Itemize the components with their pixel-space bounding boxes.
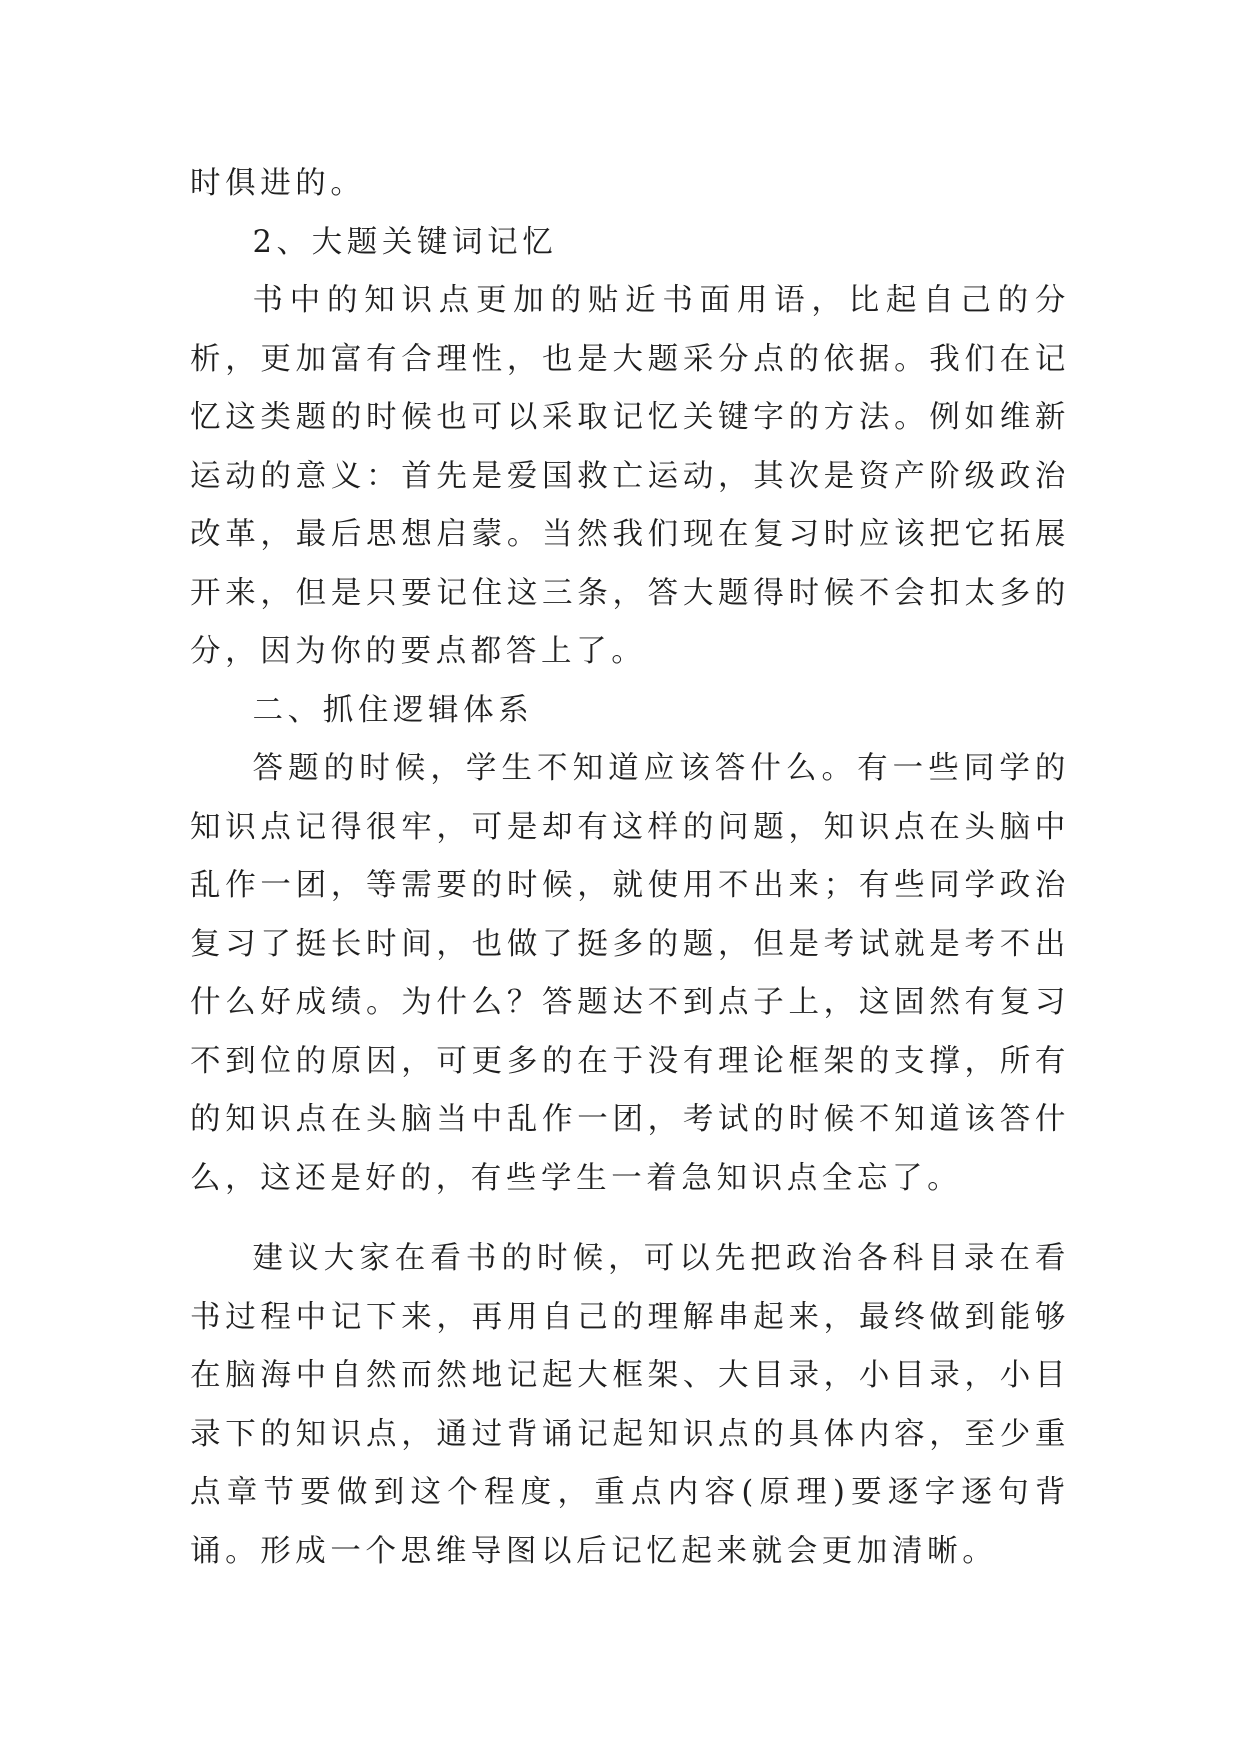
section-heading-logic: 二、抓住逻辑体系: [252, 692, 534, 728]
document-body: [190, 155, 1070, 1581]
paragraph-gap: [190, 1208, 1070, 1230]
paragraph-advice: 建议大家在看书的时候，可以先把政治各科目录在看书过程中记下来，再用自己的理解串起来，最终做到能够在脑海中自然而然地记起大框架、大目录，小目录，小目录下的知识点，通过背诵记起知识点的具体内容，至少重点章节要做到这个程度，重点内容(原理)要逐字逐句背诵。形成一个思维导图以后记忆起来就会更加清晰。: [190, 1241, 1070, 1569]
section-heading-keywords: 2、大题关键词记忆: [252, 224, 558, 260]
paragraph-logic: 答题的时候，学生不知道应该答什么。有一些同学的知识点记得很牢，可是却有这样的问题，知识点在头脑中乱作一团，等需要的时候，就使用不出来；有些同学政治复习了挺长时间，也做了挺多的题，但是考试就是考不出什么好成绩。为什么？答题达不到点子上，这固然有复习不到位的原因，可更多的在于没有理论框架的支撑，所有的知识点在头脑当中乱作一团，考试的时候不知道该答什么，这还是好的，有些学生一着急知识点全忘了。: [190, 751, 1070, 1196]
paragraph-keywords: 书中的知识点更加的贴近书面用语，比起自己的分析，更加富有合理性，也是大题采分点的依据。我们在记忆这类题的时候也可以采取记忆关键字的方法。例如维新运动的意义：首先是爱国救亡运动，其次是资产阶级政治改革，最后思想启蒙。当然我们现在复习时应该把它拓展开来，但是只要记住这三条，答大题得时候不会扣太多的分，因为你的要点都答上了。: [190, 283, 1070, 669]
continuation-text: 时俱进的。: [190, 166, 366, 201]
